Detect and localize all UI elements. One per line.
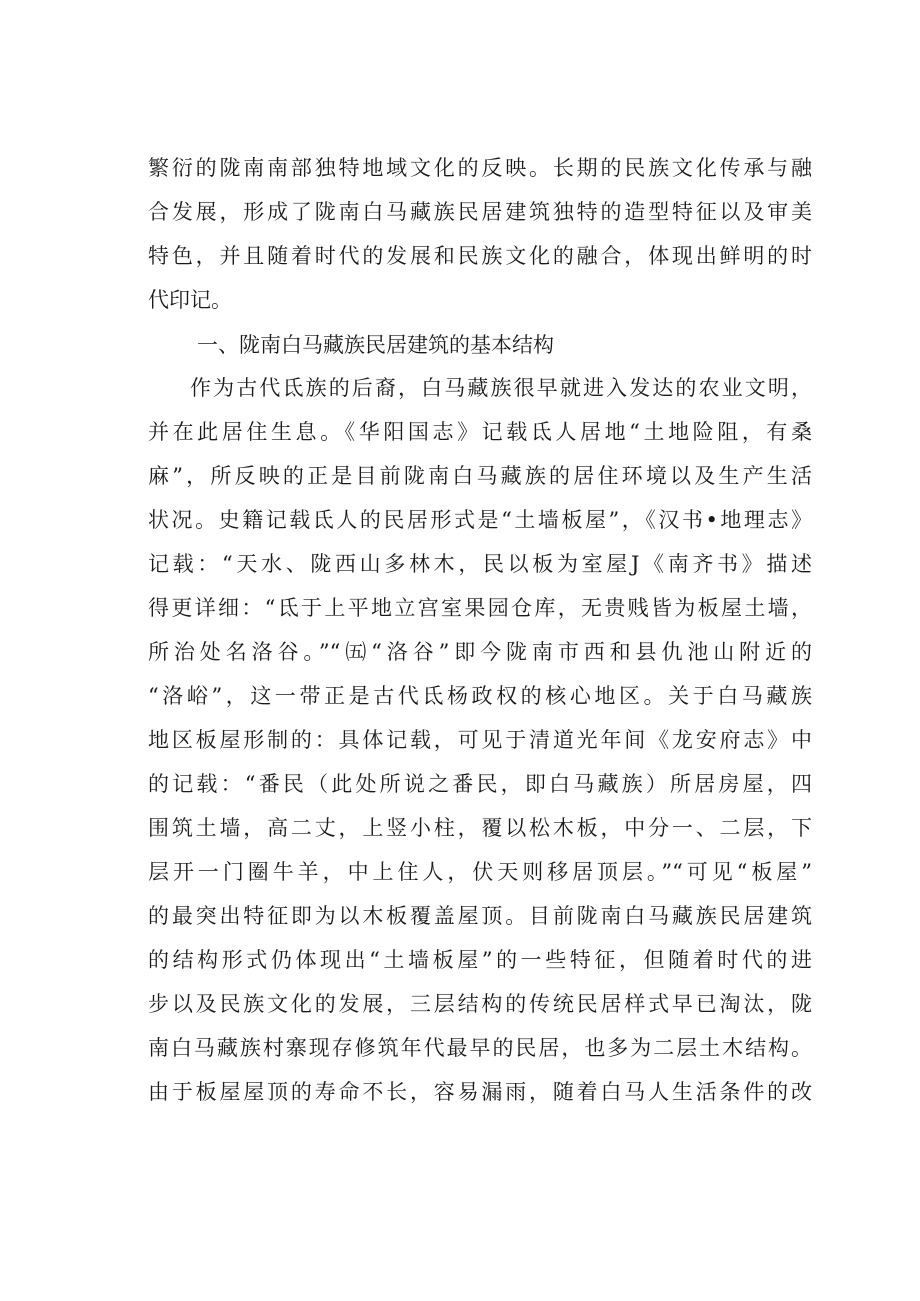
paragraph-2-line: 南白马藏族村寨现存修筑年代最早的民居，也多为二层土木结构。 bbox=[148, 1036, 812, 1060]
paragraph-2-line: 围筑土墙，高二丈，上竖小柱，覆以松木板，中分一、二层，下 bbox=[148, 816, 812, 840]
paragraph-2-line: 的最突出特征即为以木板覆盖屋顶。目前陇南白马藏族民居建筑 bbox=[148, 904, 812, 928]
paragraph-2-line: 所治处名洛谷。”“㈤“洛谷”即今陇南市西和县仇池山附近的 bbox=[148, 640, 812, 664]
paragraph-2-line: 麻”，所反映的正是目前陇南白马藏族的居住环境以及生产生活 bbox=[148, 464, 812, 488]
paragraph-2-line: 记载：“天水、陇西山多林木，民以板为室屋J《南齐书》描述 bbox=[148, 552, 812, 576]
paragraph-1-line: 特色，并且随着时代的发展和民族文化的融合，体现出鲜明的时 bbox=[148, 244, 812, 268]
paragraph-1-line: 繁衍的陇南南部独特地域文化的反映。长期的民族文化传承与融 bbox=[148, 156, 812, 180]
paragraph-2-line: 的记载：“番民（此处所说之番民，即白马藏族）所居房屋，四 bbox=[148, 772, 812, 796]
paragraph-2-line: 由于板屋屋顶的寿命不长，容易漏雨，随着白马人生活条件的改 bbox=[148, 1080, 812, 1104]
paragraph-2-line: 步以及民族文化的发展，三层结构的传统民居样式早已淘汰，陇 bbox=[148, 992, 812, 1016]
paragraph-2-line: 状况。史籍记载氐人的民居形式是“土墙板屋”，《汉书•地理志》 bbox=[148, 508, 812, 532]
section-heading: 一、陇南白马藏族民居建筑的基本结构 bbox=[197, 333, 554, 357]
paragraph-1-line: 合发展，形成了陇南白马藏族民居建筑独特的造型特征以及审美 bbox=[148, 200, 812, 224]
paragraph-2-line: “洛峪”，这一带正是古代氐杨政权的核心地区。关于白马藏族 bbox=[148, 684, 812, 708]
paragraph-2-line: 的结构形式仍体现出“土墙板屋”的一些特征，但随着时代的进 bbox=[148, 948, 812, 972]
paragraph-2-line: 并在此居住生息。《华阳国志》记载氐人居地“土地险阻，有桑 bbox=[148, 420, 812, 444]
paragraph-2-line: 得更详细：“氐于上平地立宫室果园仓库，无贵贱皆为板屋土墙， bbox=[148, 596, 812, 620]
paragraph-1-line: 代印记。 bbox=[148, 288, 232, 312]
paragraph-2-line: 地区板屋形制的：具体记载，可见于清道光年间《龙安府志》中 bbox=[148, 728, 812, 752]
paragraph-2-line: 作为古代氐族的后裔，白马藏族很早就进入发达的农业文明， bbox=[190, 376, 812, 400]
paragraph-2-line: 层开一门圈牛羊，中上住人，伏天则移居顶层。”“可见“板屋” bbox=[148, 860, 812, 884]
